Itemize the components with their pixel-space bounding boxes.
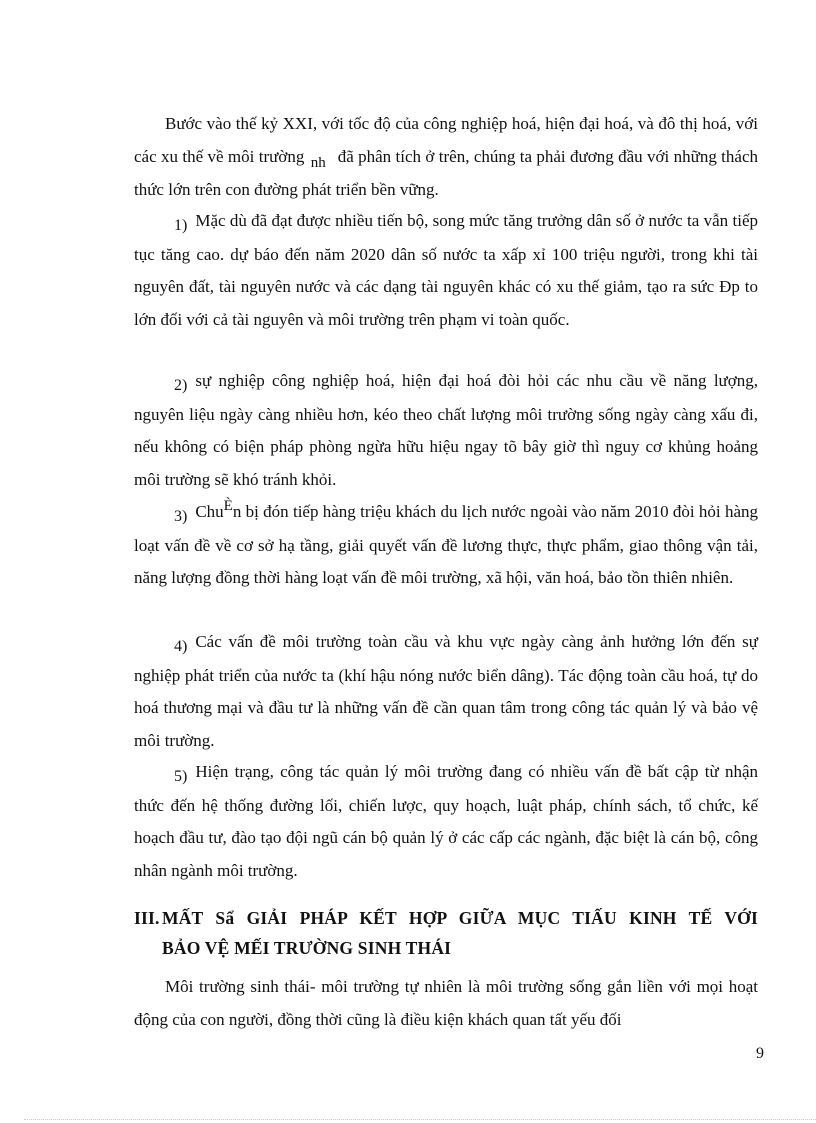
list-item-text: Mặc dù đã đạt được nhiều tiến bộ, song mức tăng trưởng dân số ở nước ta vẫn tiếp tục tăng cao. dự báo đến năm 2020 dân số nước ta xấp xỉ 100 triệu người, trong khi tài nguyên đất, tài nguyên nước và các dạng tài nguyên khác có xu thế giảm, tạo ra sức Đp to lớn đối với cả tài nguyên và môi trường trên phạm vi toàn quốc.	[134, 211, 758, 329]
section-number: III.	[134, 908, 160, 928]
closing-text: Môi trường sinh thái- môi trường tự nhiên là môi trường sống gắn liền với mọi hoạt động của con người, đồng thời cũng là điều kiện khách quan tất yếu đối	[134, 977, 758, 1029]
section-title-part-2: BẢO VỆ MẾI TRƯỜNG SINH THÁI	[162, 938, 452, 958]
list-item-number: 4)	[174, 638, 188, 655]
list-item-superscript: È	[223, 498, 233, 514]
list-item-text: Hiện trạng, công tác quản lý môi trường đang có nhiều vấn đề bất cập từ nhận thức đến hệ thống đường lối, chiến lược, quy hoạch, luật pháp, chính sách, tổ chức, kế hoạch đầu tư, đào tạo đội ngũ cán bộ quản lý ở các cấp các ngành, đặc biệt là cán bộ, công nhân ngành môi trường.	[134, 762, 758, 880]
section-heading-line-1	[134, 903, 758, 933]
intro-tail: đã phân tích ở trên, chúng ta phải đương đầu với những thách thức lớn trên con đường phát triển bền vững.	[134, 146, 759, 199]
closing-paragraph	[134, 971, 758, 1036]
list-item-lead: Chu	[195, 502, 224, 521]
page-bottom-divider	[24, 1119, 816, 1120]
intro-paragraph	[134, 108, 758, 207]
list-item-number: 3)	[174, 508, 188, 525]
page-number: 9	[756, 1045, 764, 1062]
list-item-3	[134, 496, 758, 595]
list-item-5	[134, 756, 758, 887]
list-item-2	[134, 365, 758, 496]
list-item-text: sự nghiệp công nghiệp hoá, hiện đại hoá đòi hỏi các nhu cầu về năng lượng, nguyên liệu ngày càng nhiều hơn, kéo theo chất lượng môi trường sống ngày càng xấu đi, nếu không có biện pháp phòng ngừa hữu hiệu ngay tõ bây giờ thì nguy cơ khủng hoảng môi trường sẽ khó tránh khỏi.	[134, 371, 758, 489]
list-item-number: 5)	[174, 768, 188, 785]
intro-subscript: nh	[310, 154, 326, 171]
list-item-text: n bị đón tiếp hàng triệu khách du lịch nước ngoài vào năm 2010 đòi hỏi hàng loạt vấn đề về cơ sở hạ tầng, giải quyết vấn đề lương thực, thực phẩm, giao thông vận tải, năng lượng đồng thời hàng loạt vấn đề môi trường, xã hội, văn hoá, bảo tồn thiên nhiên.	[134, 502, 758, 587]
list-item-number: 2)	[174, 377, 188, 394]
list-item-4	[134, 626, 758, 757]
list-item-text: Các vấn đề môi trường toàn cầu và khu vực ngày càng ảnh hưởng lớn đến sự nghiệp phát triển của nước ta (khí hậu nóng nước biển dâng). Tác động toàn cầu hoá, tự do hoá thương mại và đầu tư là những vấn đề cần quan tâm trong công tác quản lý và bảo vệ môi trường.	[134, 632, 758, 750]
section-title-part-1: MẤT Sẩ GIẢI PHÁP KẾT HỢP GIỮA MỤC TIẤU KINH TẾ VỚI	[162, 908, 758, 928]
list-item-1	[134, 205, 758, 336]
list-item-number: 1)	[174, 217, 188, 234]
intro-text	[134, 108, 758, 207]
intro-main: Bước vào thế kỷ XXI, với tốc độ của công nghiệp hoá, hiện đại hoá, và đô thị hoá, với các xu thế về môi trường	[134, 114, 758, 166]
section-heading	[134, 903, 758, 963]
